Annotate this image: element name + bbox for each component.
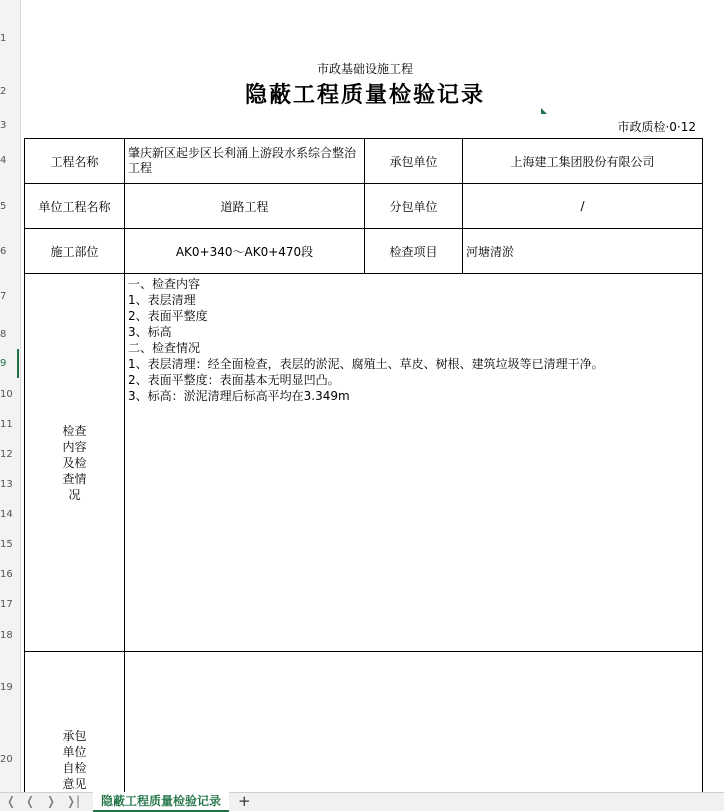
opinion-label-line: 单位 bbox=[62, 745, 87, 759]
row-header bbox=[0, 0, 21, 792]
prev-sheet-icon[interactable]: ❬ bbox=[25, 794, 36, 808]
unit-project-cell[interactable]: 道路工程 bbox=[125, 184, 365, 229]
comment-indicator-icon bbox=[541, 108, 547, 114]
next-sheet-icon[interactable]: ❭ bbox=[46, 794, 57, 808]
row-number[interactable]: 13 bbox=[0, 479, 13, 490]
table-row bbox=[25, 229, 703, 274]
inspect-label-line: 检查 bbox=[62, 423, 87, 438]
row-number[interactable]: 15 bbox=[0, 539, 13, 550]
row-number[interactable]: 7 bbox=[0, 291, 7, 302]
project-name-cell[interactable]: 肇庆新区起步区长利涌上游段水系综合整治工程 bbox=[125, 139, 365, 184]
opinion-label-line: 意见 bbox=[62, 777, 87, 791]
table-row bbox=[25, 139, 703, 184]
content-line: 2、表面平整度：表面基本无明显凹凸。 bbox=[128, 373, 340, 387]
row-number[interactable]: 1 bbox=[0, 33, 7, 44]
inspect-item-cell[interactable]: 河塘清淤 bbox=[463, 229, 703, 274]
sheet-tab-active[interactable]: 隐蔽工程质量检验记录 bbox=[93, 792, 229, 812]
subcontractor-cell[interactable]: / bbox=[463, 184, 703, 229]
location-cell[interactable]: AK0+340～AK0+470段 bbox=[125, 229, 365, 274]
table-row bbox=[25, 184, 703, 229]
row-number[interactable]: 4 bbox=[0, 155, 7, 166]
row-number[interactable]: 18 bbox=[0, 630, 13, 641]
inspect-label-line: 内容 bbox=[62, 439, 87, 454]
form-title[interactable]: 隐蔽工程质量检验记录 bbox=[244, 83, 485, 108]
content-line: 3、标高：淤泥清理后标高平均在3.349m bbox=[128, 389, 350, 403]
inspect-label-line: 况 bbox=[68, 487, 81, 502]
row-number[interactable]: 12 bbox=[0, 449, 13, 460]
inspect-content-cell[interactable] bbox=[125, 274, 703, 652]
active-row-indicator bbox=[17, 349, 19, 378]
opinion-label-line: 自检 bbox=[62, 761, 87, 775]
content-line: 1、表层清理：经全面检查，表层的淤泥、腐殖土、草皮、树根、建筑垃圾等已清理干净。 bbox=[128, 357, 604, 371]
row-number[interactable]: 11 bbox=[0, 419, 13, 430]
content-line: 1、表层清理 bbox=[128, 293, 196, 307]
row-number[interactable]: 6 bbox=[0, 246, 7, 257]
row-number[interactable]: 10 bbox=[0, 389, 13, 400]
inspect-label-line: 查情 bbox=[62, 471, 87, 486]
row-number[interactable]: 17 bbox=[0, 599, 13, 610]
row-number[interactable]: 16 bbox=[0, 569, 13, 580]
row-number[interactable]: 20 bbox=[0, 754, 13, 765]
content-line: 二、检查情况 bbox=[128, 341, 201, 355]
content-line: 一、检查内容 bbox=[128, 277, 201, 291]
inspect-content-label[interactable] bbox=[25, 274, 125, 652]
row-number[interactable]: 5 bbox=[0, 201, 7, 212]
row-number[interactable]: 8 bbox=[0, 329, 7, 340]
table-row bbox=[25, 652, 703, 811]
location-label[interactable]: 施工部位 bbox=[25, 229, 125, 274]
row-number[interactable]: 14 bbox=[0, 509, 13, 520]
opinion-label-line: 承包 bbox=[62, 729, 87, 743]
row-number[interactable]: 2 bbox=[0, 86, 7, 97]
unit-project-label[interactable]: 单位工程名称 bbox=[25, 184, 125, 229]
opinion-cell[interactable] bbox=[125, 652, 703, 811]
row-number[interactable]: 19 bbox=[0, 682, 13, 693]
inspect-item-label[interactable]: 检查项目 bbox=[365, 229, 463, 274]
project-name-label[interactable]: 工程名称 bbox=[25, 139, 125, 184]
table-row bbox=[25, 274, 703, 652]
inspection-form-table bbox=[24, 138, 703, 811]
opinion-label[interactable] bbox=[25, 652, 125, 811]
form-code[interactable]: 市政质检·0·12 bbox=[617, 120, 696, 134]
row-number[interactable]: 3 bbox=[0, 120, 7, 131]
contractor-label[interactable]: 承包单位 bbox=[365, 139, 463, 184]
content-line: 2、表面平整度 bbox=[128, 309, 208, 323]
row-number[interactable]: 9 bbox=[0, 358, 7, 369]
sheet-tab-bar bbox=[0, 792, 724, 811]
add-sheet-icon[interactable]: + bbox=[238, 792, 251, 810]
subcontractor-label[interactable]: 分包单位 bbox=[365, 184, 463, 229]
content-line: 3、标高 bbox=[128, 325, 172, 339]
form-subtitle[interactable]: 市政基础设施工程 bbox=[316, 62, 413, 76]
first-sheet-icon[interactable]: ❬ bbox=[6, 794, 17, 808]
last-sheet-icon[interactable]: ❭| bbox=[66, 794, 81, 808]
inspect-label-line: 及检 bbox=[62, 455, 87, 470]
contractor-cell[interactable]: 上海建工集团股份有限公司 bbox=[463, 139, 703, 184]
